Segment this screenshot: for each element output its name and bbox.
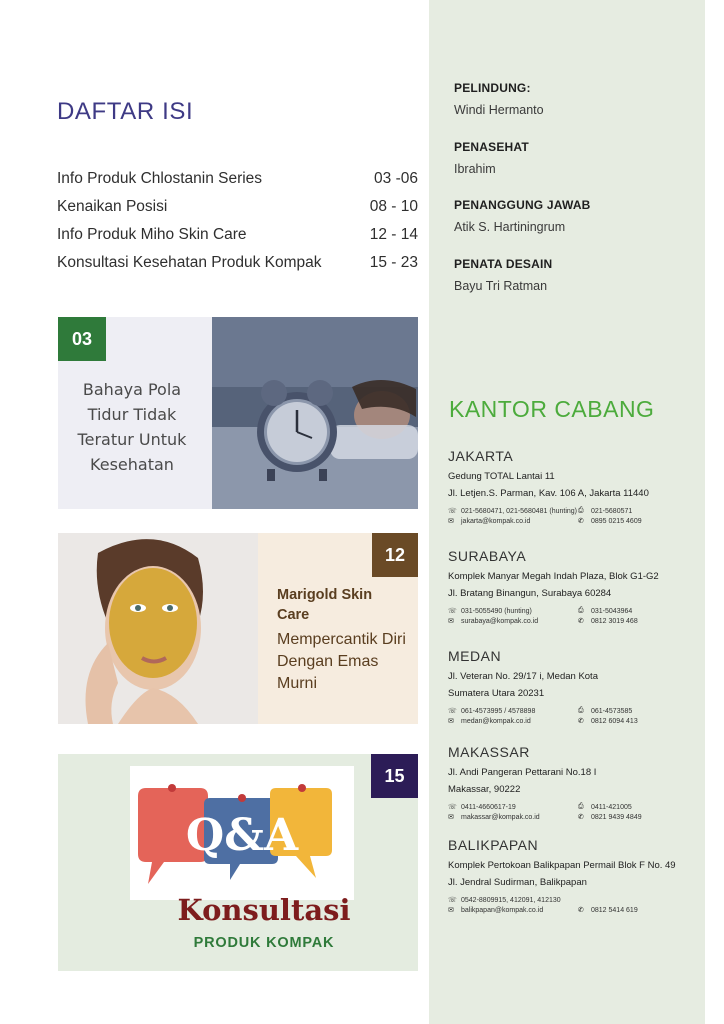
branch-city: BALIKPAPAN: [448, 837, 539, 853]
phone-icon: ☏: [448, 608, 457, 615]
toc-entry-pages: 12 - 14: [369, 226, 418, 243]
phone-number[interactable]: 031-5055490 (hunting): [461, 607, 532, 615]
whatsapp-icon: ✆: [578, 518, 584, 525]
branch-offices-title: KANTOR CABANG: [449, 396, 655, 422]
whatsapp-number[interactable]: 0812 6094 413: [591, 717, 638, 725]
branch-surabaya: [448, 548, 698, 625]
address-line-1: Komplek Manyar Megah Indah Plaza, Blok G1-G2: [448, 571, 659, 582]
email-link[interactable]: makassar@kompak.co.id: [461, 813, 540, 821]
credit-name: Ibrahim: [454, 162, 496, 176]
credit-name: Atik S. Hartiningrum: [454, 220, 566, 234]
fax-number: 031-5043964: [591, 607, 633, 615]
credit-role: PENANGGUNG JAWAB: [454, 198, 591, 212]
branch-makassar: [448, 744, 698, 821]
article-subtitle: Mempercantik Diri Dengan Emas Murni: [277, 631, 406, 692]
address-line-1: Komplek Pertokoan Balikpapan Permail Blok F No. 49: [448, 860, 676, 871]
phone-number[interactable]: 0542-8809915, 412091, 412130: [461, 896, 561, 904]
email-link[interactable]: medan@kompak.co.id: [461, 717, 531, 725]
toc-entry[interactable]: [57, 170, 418, 188]
article-title: Marigold Skin Care: [277, 587, 373, 623]
whatsapp-icon: ✆: [578, 618, 584, 625]
address-line-2: Makassar, 90222: [448, 784, 521, 795]
branch-contacts: [448, 607, 698, 625]
branch-address: [448, 668, 698, 702]
page-number-badge: 03: [58, 317, 106, 361]
fax-icon: ⎙: [578, 707, 584, 714]
address-line-1: Jl. Andi Pangeran Pettarani No.18 I: [448, 767, 597, 778]
article-card-skin-care[interactable]: [58, 533, 418, 724]
branch-city: MAKASSAR: [448, 744, 530, 760]
article-title: Konsultasi: [177, 893, 351, 927]
branch-medan: [448, 648, 698, 725]
branch-address: [448, 764, 698, 798]
phone-icon: ☏: [448, 897, 457, 904]
fax-icon: ⎙: [578, 607, 584, 614]
whatsapp-number[interactable]: 0895 0215 4609: [591, 517, 642, 525]
qa-text: Q&A: [185, 810, 299, 861]
branch-city: SURABAYA: [448, 548, 527, 564]
alarm-clock-bed-photo: [212, 317, 418, 509]
article-card-sleep[interactable]: [58, 317, 418, 509]
fax-icon: ⎙: [578, 507, 584, 514]
toc-entry-pages: 08 - 10: [369, 198, 418, 215]
credit-pelindung: [454, 81, 694, 117]
qa-speech-bubbles-image: [130, 766, 354, 900]
whatsapp-icon: ✆: [578, 814, 584, 821]
credit-role: PELINDUNG:: [454, 81, 531, 95]
address-line-2: Sumatera Utara 20231: [448, 688, 545, 699]
credit-penanggung-jawab: [454, 198, 694, 234]
branch-contacts: [448, 507, 698, 525]
address-line-2: Jl. Bratang Binangun, Surabaya 60284: [448, 588, 612, 599]
toc-entry-pages: 03 -06: [374, 170, 418, 187]
email-icon: ✉: [448, 907, 454, 914]
credit-penasehat: [454, 140, 694, 176]
whatsapp-icon: ✆: [578, 718, 584, 725]
email-icon: ✉: [448, 814, 454, 821]
branch-address: [448, 468, 698, 502]
branch-contacts: [448, 803, 698, 821]
branch-city: MEDAN: [448, 648, 502, 664]
credit-name: Bayu Tri Ratman: [454, 279, 548, 293]
email-icon: ✉: [448, 518, 454, 525]
fax-icon: ⎙: [578, 803, 584, 810]
whatsapp-icon: ✆: [578, 907, 584, 914]
branch-contacts: [448, 707, 698, 725]
credit-role: PENASEHAT: [454, 140, 529, 154]
branch-balikpapan: [448, 837, 698, 914]
phone-icon: ☏: [448, 804, 457, 811]
phone-icon: ☏: [448, 708, 457, 715]
page-number-badge: 12: [372, 533, 418, 577]
fax-number: 0411-421005: [591, 803, 632, 811]
branch-address: [448, 568, 698, 602]
page-number-badge: 15: [371, 754, 418, 798]
branch-jakarta: [448, 448, 698, 525]
branch-city: JAKARTA: [448, 448, 514, 464]
email-link[interactable]: surabaya@kompak.co.id: [461, 617, 539, 625]
phone-number[interactable]: 061-4573995 / 4578898: [461, 707, 536, 715]
toc-entry-pages: 15 - 23: [369, 254, 418, 271]
credit-name: Windi Hermanto: [454, 103, 544, 117]
fax-number: 021-5680571: [591, 507, 633, 515]
phone-number[interactable]: 021-5680471, 021-5680481 (hunting): [461, 507, 577, 515]
article-title: Bahaya Pola Tidur Tidak Teratur Untuk Kesehatan: [77, 380, 187, 474]
whatsapp-number[interactable]: 0821 9439 4849: [591, 813, 642, 821]
toc-entry-label: Info Produk Chlostanin Series: [57, 170, 263, 187]
email-icon: ✉: [448, 718, 454, 725]
address-line-2: Jl. Jendral Sudirman, Balikpapan: [448, 877, 587, 888]
credit-penata-desain: [454, 257, 694, 293]
toc-entry-label: Info Produk Miho Skin Care: [57, 226, 247, 243]
whatsapp-number[interactable]: 0812 3019 468: [591, 617, 638, 625]
whatsapp-number[interactable]: 0812 5414 619: [591, 906, 638, 914]
toc-entry[interactable]: [57, 198, 418, 216]
credit-role: PENATA DESAIN: [454, 257, 553, 271]
phone-icon: ☏: [448, 508, 457, 515]
toc-entry-label: Konsultasi Kesehatan Produk Kompak: [57, 254, 322, 271]
toc-entry[interactable]: [57, 254, 418, 272]
branch-contacts: [448, 896, 698, 914]
toc-entry[interactable]: [57, 226, 418, 244]
toc-entry-label: Kenaikan Posisi: [57, 198, 168, 215]
address-line-1: Jl. Veteran No. 29/17 i, Medan Kota: [448, 671, 598, 682]
phone-number[interactable]: 0411-4660617-19: [461, 803, 516, 811]
gold-mask-face-photo: [58, 533, 258, 724]
address-line-1: Gedung TOTAL Lantai 11: [448, 471, 555, 482]
article-subtitle: PRODUK KOMPAK: [193, 935, 335, 951]
branch-address: [448, 857, 698, 891]
email-icon: ✉: [448, 618, 454, 625]
email-link[interactable]: balikpapan@kompak.co.id: [461, 906, 544, 914]
article-card-qa[interactable]: [58, 754, 418, 971]
address-line-2: Jl. Letjen.S. Parman, Kav. 106 A, Jakarta 11440: [448, 488, 649, 499]
email-link[interactable]: jakarta@kompak.co.id: [461, 517, 531, 525]
toc-title: DAFTAR ISI: [57, 98, 194, 125]
fax-number: 061-4573585: [591, 707, 633, 715]
